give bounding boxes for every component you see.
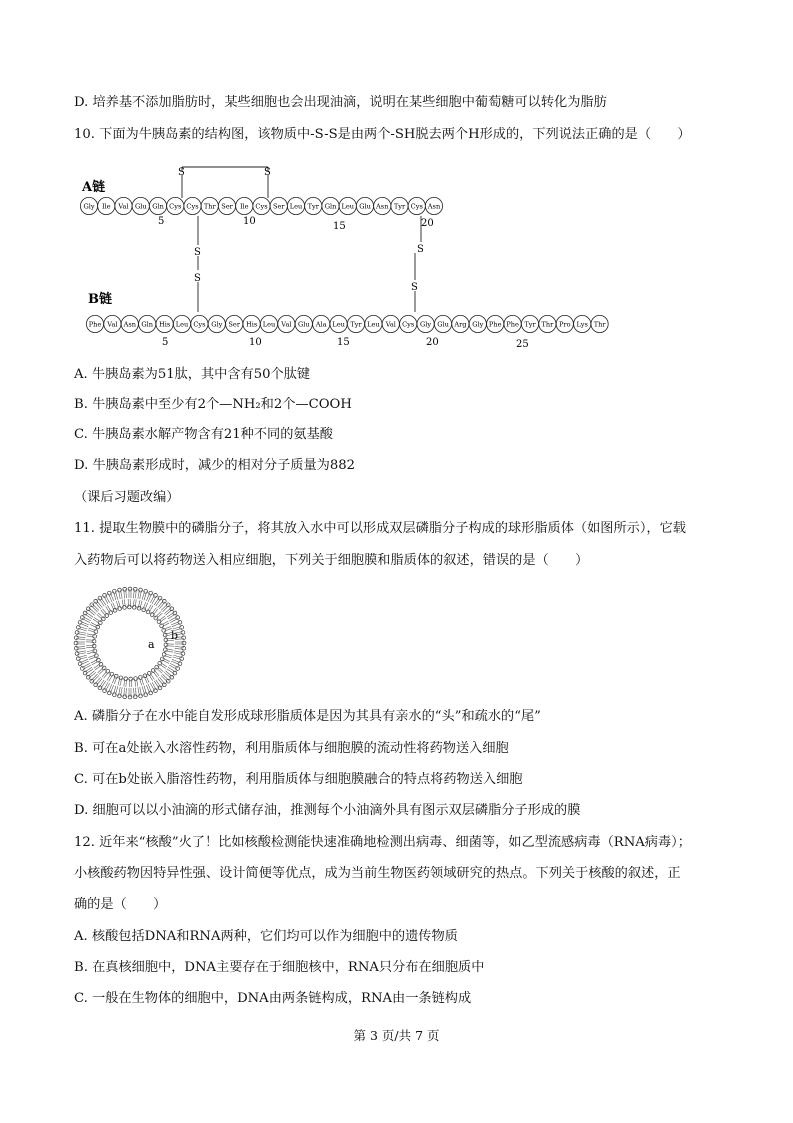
interchain-disulfide-right bbox=[415, 216, 421, 312]
phospholipid-tail bbox=[170, 618, 178, 622]
amino-acid-label: Thr bbox=[203, 202, 216, 211]
phospholipid-head bbox=[74, 641, 78, 645]
a-chain bbox=[80, 197, 442, 214]
amino-acid-label: Glu bbox=[437, 320, 449, 329]
b-position-number: 25 bbox=[516, 339, 529, 350]
phospholipid-tail bbox=[159, 664, 166, 668]
amino-acid-label: Gln bbox=[141, 320, 154, 329]
phospholipid-tail bbox=[151, 608, 156, 614]
amino-acid-label: Ile bbox=[101, 202, 111, 211]
phospholipid-bilayer-sphere bbox=[74, 587, 186, 699]
s-atom: S bbox=[417, 244, 424, 255]
phospholipid-tail bbox=[92, 661, 99, 665]
b-position-number: 10 bbox=[249, 337, 262, 348]
phospholipid-tail bbox=[105, 683, 109, 691]
amino-acid-label: His bbox=[158, 320, 171, 329]
amino-acid-label: Asn bbox=[123, 320, 137, 329]
a-chain-disulfide-bridge bbox=[182, 167, 268, 198]
phospholipid-tail bbox=[157, 666, 163, 671]
phospholipid-tail bbox=[107, 674, 111, 681]
phospholipid-tail bbox=[104, 672, 109, 678]
amino-acid-label: Asn bbox=[376, 202, 389, 211]
phospholipid-tail bbox=[106, 606, 110, 613]
amino-acid-label: Tyr bbox=[393, 202, 406, 211]
option-11-a: A. 磷脂分子在水中能自发形成球形脂质体是因为其具有亲水的“头”和疏水的“尾” bbox=[74, 709, 541, 724]
phospholipid-tail bbox=[98, 613, 104, 618]
amino-acid-label: Phe bbox=[488, 320, 502, 329]
amino-acid-label: Cys bbox=[193, 320, 206, 329]
phospholipid-tail bbox=[95, 665, 101, 670]
phospholipid-tail bbox=[154, 670, 159, 676]
a-position-number: 10 bbox=[243, 216, 256, 227]
phospholipid-tail bbox=[164, 655, 172, 658]
amino-acid-label: Gln bbox=[152, 202, 164, 211]
page-footer: 第 3 页/共 7 页 bbox=[353, 1028, 440, 1043]
a-position-number: 15 bbox=[333, 221, 346, 232]
b-chain-label: B链 bbox=[88, 292, 112, 307]
s-atom: S bbox=[411, 282, 418, 293]
amino-acid-label: Cys bbox=[402, 320, 415, 329]
phospholipid-tail bbox=[82, 663, 90, 667]
question-12-stem-line3: 确的是（ ） bbox=[74, 897, 167, 912]
phospholipid-tail bbox=[82, 618, 90, 622]
phospholipid-tail bbox=[150, 595, 154, 603]
amino-acid-label: Phe bbox=[88, 320, 102, 329]
amino-acid-label: Pro bbox=[559, 320, 571, 329]
amino-acid-label: Glu bbox=[297, 320, 310, 329]
phospholipid-tail bbox=[157, 613, 163, 619]
region-a-label: a bbox=[148, 638, 155, 651]
a-position-number: 5 bbox=[158, 216, 165, 227]
option-10-d: D. 牛胰岛素形成时，减少的相对分子质量为882 bbox=[74, 458, 356, 473]
s-atom: S bbox=[194, 273, 201, 284]
phospholipid-tail bbox=[150, 683, 154, 691]
amino-acid-label: Leu bbox=[367, 320, 380, 329]
question-11-stem-line1: 11. 提取生物膜中的磷脂分子，将其放入水中可以形成双层磷脂分子构成的球形脂质体（如图所示），它载 bbox=[74, 521, 686, 536]
option-12-c: C. 一般在生物体的细胞中，DNA由两条链构成，RNA由一条链构成 bbox=[74, 991, 472, 1006]
s-atom: S bbox=[178, 167, 185, 178]
b-position-number: 20 bbox=[426, 337, 439, 348]
phospholipid-head bbox=[128, 695, 132, 699]
amino-acid-label: Phe bbox=[506, 320, 519, 329]
phospholipid-tail bbox=[98, 667, 104, 673]
amino-acid-label: Leu bbox=[332, 320, 345, 329]
phospholipid-head bbox=[127, 605, 131, 609]
amino-acid-label: Val bbox=[118, 202, 129, 211]
s-atom: S bbox=[264, 167, 271, 178]
phospholipid-tail bbox=[161, 621, 168, 625]
amino-acid-label: Leu bbox=[175, 320, 189, 329]
amino-acid-label: Glu bbox=[359, 202, 371, 211]
option-11-b: B. 可在a处嵌入水溶性药物，利用脂质体与细胞膜的流动性将药物送入细胞 bbox=[74, 741, 509, 756]
question-10-stem: 10. 下面为牛胰岛素的结构图，该物质中-S-S是由两个-SH脱去两个H形成的，下列说法正确的是（ ） bbox=[74, 127, 691, 142]
phospholipid-tail bbox=[156, 668, 162, 673]
phospholipid-head bbox=[182, 641, 186, 645]
phospholipid-tail bbox=[89, 628, 97, 631]
phospholipid-tail bbox=[102, 609, 107, 615]
amino-acid-label: Val bbox=[281, 320, 292, 329]
phospholipid-tail bbox=[155, 612, 161, 618]
option-12-a: A. 核酸包括DNA和RNA两种，它们均可以作为细胞中的遗传物质 bbox=[74, 929, 458, 944]
option-10-a: A. 牛胰岛素为51肽，其中含有50个肽键 bbox=[74, 367, 311, 382]
amino-acid-label: Leu bbox=[341, 202, 355, 211]
option-11-c: C. 可在b处嵌入脂溶性药物，利用脂质体与细胞膜融合的特点将药物送入细胞 bbox=[74, 772, 523, 787]
option-11-d: D. 细胞可以以小油滴的形式储存油，推测每个小油滴外具有图示双层磷脂分子形成的膜 bbox=[74, 803, 581, 818]
option-12-b: B. 在真核细胞中，DNA主要存在于细胞核中，RNA只分布在细胞质中 bbox=[74, 960, 485, 975]
source-note: （课后习题改编） bbox=[74, 490, 180, 505]
option-10-c: C. 牛胰岛素水解产物含有21种不同的氨基酸 bbox=[74, 427, 333, 442]
amino-acid-label: Ala bbox=[315, 320, 327, 329]
question-11-stem-line2: 入药物后可以将药物送入相应细胞，下列关于细胞膜和脂质体的叙述，错误的是（ ） bbox=[74, 553, 589, 568]
amino-acid-label: Lys bbox=[576, 320, 588, 329]
amino-acid-label: Ile bbox=[239, 202, 249, 211]
insulin-structure-diagram bbox=[78, 160, 638, 358]
phospholipid-tail bbox=[105, 595, 109, 603]
phospholipid-tail bbox=[158, 616, 164, 621]
amino-acid-label: Cys bbox=[410, 202, 423, 211]
option-d-previous: D. 培养基不添加脂肪时，某些细胞也会出现油滴，说明在某些细胞中葡萄糖可以转化为脂肪 bbox=[74, 95, 607, 110]
phospholipid-tail bbox=[116, 601, 118, 609]
phospholipid-tail bbox=[94, 617, 101, 621]
amino-acid-label: Val bbox=[107, 320, 118, 329]
a-chain-label: A链 bbox=[82, 180, 106, 195]
amino-acid-label: Thr bbox=[593, 320, 606, 329]
region-b-label: b bbox=[171, 629, 179, 642]
amino-acid-label: Leu bbox=[289, 202, 303, 211]
amino-acid-label: Cys bbox=[186, 202, 199, 211]
amino-acid-label: Gln bbox=[324, 202, 337, 211]
amino-acid-label: Gly bbox=[420, 320, 432, 329]
liposome-diagram bbox=[68, 585, 192, 703]
amino-acid-label: Glu bbox=[134, 202, 147, 211]
phospholipid-tail bbox=[152, 671, 157, 677]
phospholipid-tail bbox=[149, 605, 153, 612]
amino-acid-label: Gly bbox=[211, 320, 223, 329]
amino-acid-label: Ser bbox=[221, 202, 233, 211]
amino-acid-label: Cys bbox=[255, 202, 268, 211]
phospholipid-tail bbox=[141, 677, 143, 685]
amino-acid-label: Thr bbox=[541, 320, 554, 329]
phospholipid-tail bbox=[99, 669, 105, 675]
amino-acid-label: Gly bbox=[83, 202, 95, 211]
phospholipid-tail bbox=[97, 614, 103, 619]
amino-acid-label: Ser bbox=[228, 320, 240, 329]
phospholipid-tail bbox=[153, 609, 158, 615]
amino-acid-label: Tyr bbox=[307, 202, 319, 211]
option-10-b: B. 牛胰岛素中至少有2个—NH₂和2个—COOH bbox=[74, 397, 352, 412]
b-chain bbox=[86, 315, 608, 332]
phospholipid-tail bbox=[101, 610, 106, 616]
amino-acid-label: Cys bbox=[169, 202, 182, 211]
amino-acid-label: Ser bbox=[272, 202, 285, 211]
phospholipid-head bbox=[129, 677, 133, 681]
amino-acid-label: Tyr bbox=[350, 320, 362, 329]
amino-acid-label: His bbox=[245, 320, 258, 329]
phospholipid-tail bbox=[102, 671, 107, 677]
amino-acid-label: Arg bbox=[454, 320, 467, 329]
amino-acid-label: Gly bbox=[472, 320, 484, 329]
amino-acid-label: Leu bbox=[262, 320, 276, 329]
phospholipid-head bbox=[128, 587, 132, 591]
amino-acid-label: Tyr bbox=[524, 320, 536, 329]
amino-acid-label: Val bbox=[385, 320, 396, 329]
question-12-stem-line2: 小核酸药物因特异性强、设计简便等优点，成为当前生物医药领域研究的热点。下列关于核酸的叙述，正 bbox=[74, 866, 681, 881]
b-position-number: 15 bbox=[337, 337, 350, 348]
amino-acid-label: Asn bbox=[427, 202, 441, 211]
phospholipid-tail bbox=[150, 673, 154, 680]
a-position-number: 20 bbox=[421, 218, 434, 229]
b-position-number: 5 bbox=[162, 337, 169, 348]
phospholipid-tail bbox=[170, 663, 178, 667]
question-12-stem-line1: 12. 近年来“核酸”火了！比如核酸检测能快速准确地检测出病毒、细菌等，如乙型流感病毒（RNA病毒）； bbox=[74, 835, 691, 850]
s-atom: S bbox=[194, 247, 201, 258]
